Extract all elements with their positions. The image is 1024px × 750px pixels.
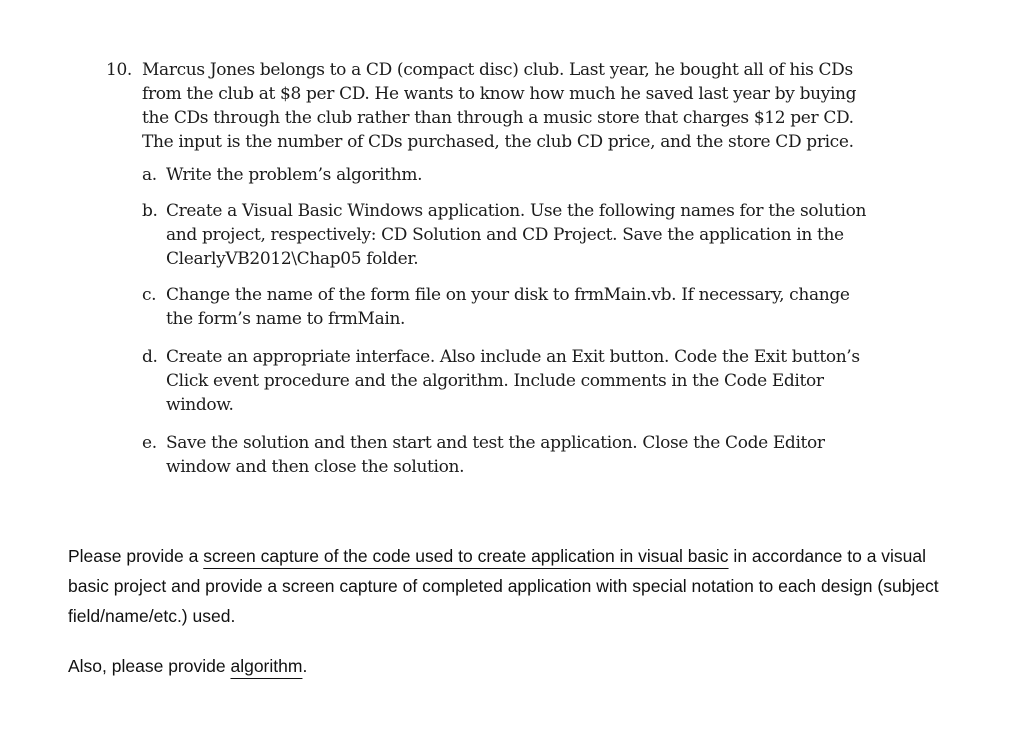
exercise-part-d xyxy=(142,345,886,417)
part-letter: e. xyxy=(142,433,157,453)
part-text: Save the solution and then start and test the application. Close the Code Editor window and then close the solution. xyxy=(166,433,825,477)
algorithm-request-paragraph xyxy=(68,651,968,681)
part-letter: b. xyxy=(142,201,158,221)
exercise-part-a xyxy=(142,163,886,187)
problem-statement xyxy=(106,58,886,154)
part-letter: c. xyxy=(142,285,157,305)
exercise-parts-list xyxy=(106,163,886,479)
part-text: Create an appropriate interface. Also include an Exit button. Code the Exit button’s Click event procedure and the algorithm. Include comments in the Code Editor window. xyxy=(166,347,860,415)
request-text: Please provide a xyxy=(68,546,204,566)
exercise-number: 10. xyxy=(106,60,132,80)
request-text: . xyxy=(302,656,308,676)
part-text: Write the problem’s algorithm. xyxy=(166,165,423,185)
exercise-part-c xyxy=(142,283,886,331)
problem-text: Marcus Jones belongs to a CD (compact disc) club. Last year, he bought all of his CDs from the club at $8 per CD. He wants to know how much he saved last year by buying the CDs through the club rather than through a music store that charges $12 per CD. The input is the number of CDs purchased, the club CD price, and the store CD price. xyxy=(142,60,857,152)
request-text: Also, please provide xyxy=(68,656,231,676)
textbook-exercise xyxy=(106,58,886,479)
underlined-algorithm-text: algorithm xyxy=(230,656,303,676)
part-letter: a. xyxy=(142,165,157,185)
exercise-part-b xyxy=(142,199,886,271)
part-letter: d. xyxy=(142,347,158,367)
part-text: Create a Visual Basic Windows application. Use the following names for the solution and project, respectively: CD Solution and CD Project. Save the application in the ClearlyVB2012\Chap05 folder. xyxy=(166,201,867,269)
part-text: Change the name of the form file on your disk to frmMain.vb. If necessary, change the form’s name to frmMain. xyxy=(166,285,850,329)
request-paragraph xyxy=(68,541,968,631)
underlined-request-text: screen capture of the code used to create application in visual basic xyxy=(203,546,729,566)
exercise-part-e xyxy=(142,431,886,479)
request-text: in accordance to a visual basic project and provide a screen capture of completed application with special notation to each design (subject field/name/etc.) used. xyxy=(68,546,939,626)
